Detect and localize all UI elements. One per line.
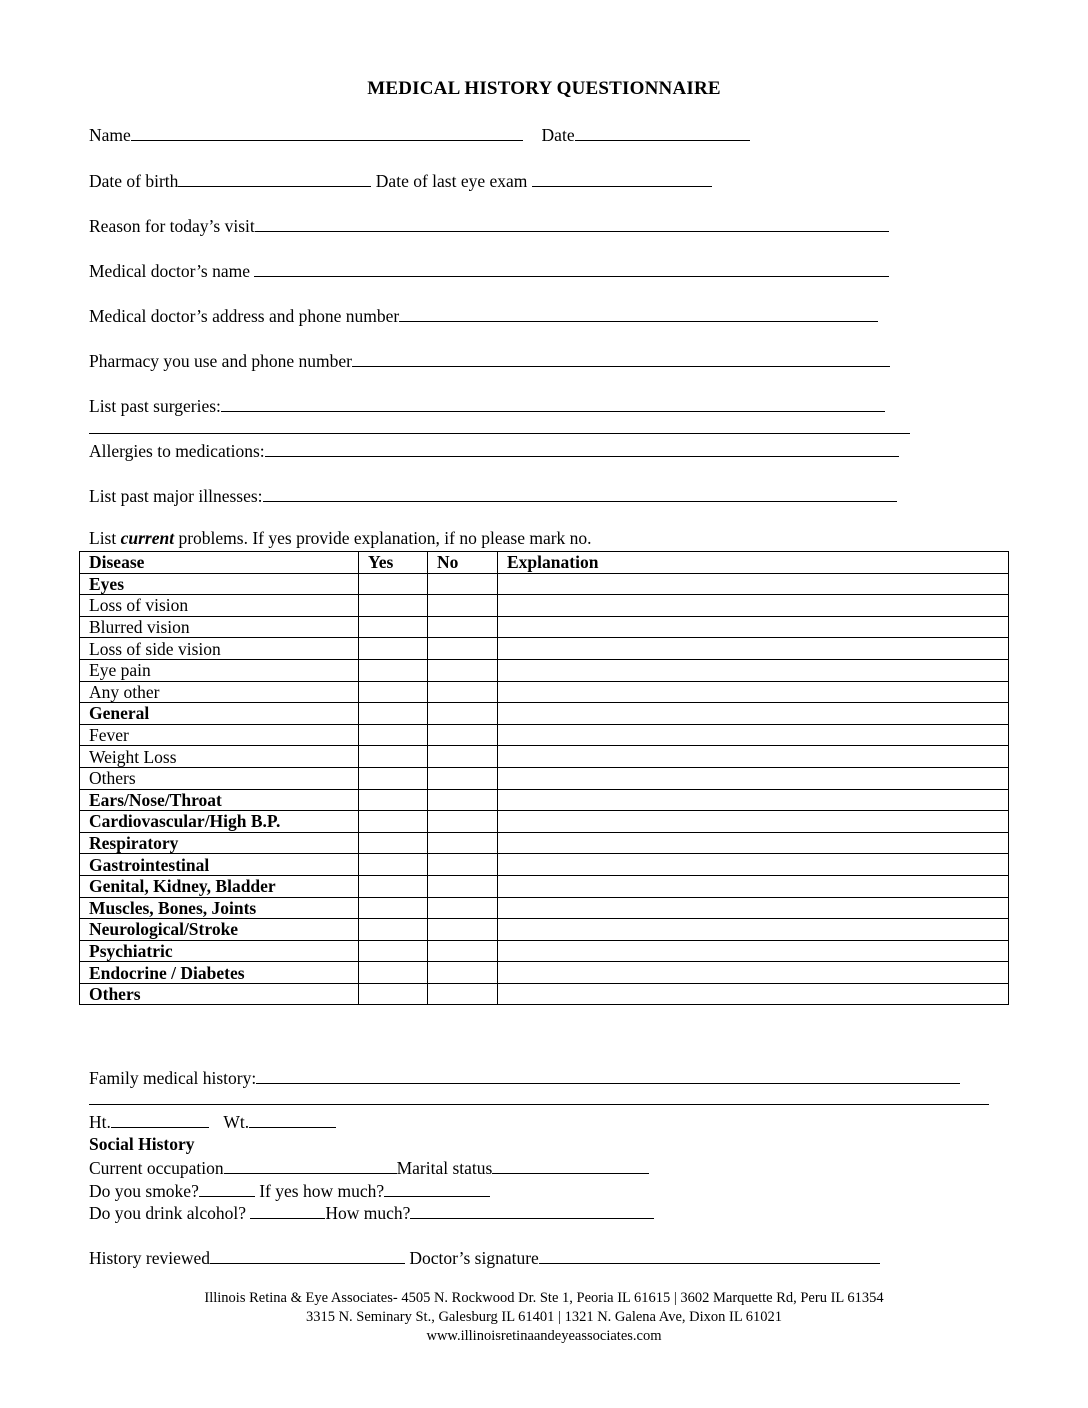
doctor-signature-label: Doctor’s signature: [409, 1248, 539, 1268]
name-date-row: [89, 123, 750, 147]
no-cell[interactable]: [428, 919, 498, 941]
doctor-address-label: Medical doctor’s address and phone number: [89, 306, 400, 326]
smoke-amount-label: If yes how much?: [259, 1181, 385, 1201]
condition-label: Genital, Kidney, Bladder: [80, 875, 359, 897]
explanation-cell[interactable]: [498, 940, 1009, 962]
yes-cell[interactable]: [359, 811, 428, 833]
header-yes: Yes: [359, 552, 428, 574]
alcohol-amount-label: How much?: [325, 1203, 411, 1223]
table-row: [80, 767, 1009, 789]
alcohol-field[interactable]: [250, 1201, 325, 1219]
signoff-row: [89, 1246, 880, 1269]
yes-cell[interactable]: [359, 681, 428, 703]
no-cell[interactable]: [428, 595, 498, 617]
explanation-cell[interactable]: [498, 789, 1009, 811]
yes-cell[interactable]: [359, 746, 428, 768]
yes-cell[interactable]: [359, 659, 428, 681]
footer-address-line-1: Illinois Retina & Eye Associates- 4505 N. Rockwood Dr. Ste 1, Peoria IL 61615 | 3602 Marquette Rd, Peru IL 61354: [204, 1290, 884, 1306]
yes-cell[interactable]: [359, 638, 428, 660]
doctor-signature-field[interactable]: [539, 1246, 880, 1264]
yes-cell[interactable]: [359, 595, 428, 617]
table-row: [80, 616, 1009, 638]
footer: [0, 1289, 1088, 1346]
condition-label: Muscles, Bones, Joints: [80, 897, 359, 919]
yes-cell[interactable]: [359, 703, 428, 725]
no-cell[interactable]: [428, 897, 498, 919]
explanation-cell[interactable]: [498, 616, 1009, 638]
pharmacy-row: [89, 349, 890, 373]
condition-label: Neurological/Stroke: [80, 919, 359, 941]
family-history-label: Family medical history:: [89, 1068, 257, 1088]
pharmacy-label: Pharmacy you use and phone number: [89, 351, 352, 371]
table-row: [80, 811, 1009, 833]
condition-label: Endocrine / Diabetes: [80, 962, 359, 984]
no-cell[interactable]: [428, 811, 498, 833]
condition-label: Fever: [80, 724, 359, 746]
social-history-heading: [89, 1133, 194, 1155]
explanation-cell[interactable]: [498, 724, 1009, 746]
explanation-cell[interactable]: [498, 854, 1009, 876]
condition-label: Gastrointestinal: [80, 854, 359, 876]
explanation-cell[interactable]: [498, 897, 1009, 919]
explanation-cell[interactable]: [498, 595, 1009, 617]
family-history-field[interactable]: [256, 1066, 960, 1084]
current-problems-table: [79, 551, 1009, 1005]
table-row: [80, 897, 1009, 919]
smoke-row: [89, 1179, 490, 1202]
yes-cell[interactable]: [359, 832, 428, 854]
explanation-cell[interactable]: [498, 983, 1009, 1005]
yes-cell[interactable]: [359, 616, 428, 638]
no-cell[interactable]: [428, 875, 498, 897]
yes-cell[interactable]: [359, 897, 428, 919]
condition-label: Psychiatric: [80, 940, 359, 962]
family-history-extra-line[interactable]: [89, 1104, 989, 1105]
table-row: [80, 638, 1009, 660]
yes-cell[interactable]: [359, 573, 428, 595]
condition-label: Blurred vision: [80, 616, 359, 638]
condition-label: Cardiovascular/High B.P.: [80, 811, 359, 833]
condition-label: Others: [80, 767, 359, 789]
intro-text-end: problems. If yes provide explanation, if no please mark no.: [174, 528, 592, 548]
marital-field[interactable]: [492, 1156, 649, 1174]
alcohol-amount-field[interactable]: [410, 1201, 654, 1219]
yes-cell[interactable]: [359, 962, 428, 984]
explanation-cell[interactable]: [498, 832, 1009, 854]
no-cell[interactable]: [428, 854, 498, 876]
history-reviewed-label: History reviewed: [89, 1248, 211, 1268]
table-row: [80, 681, 1009, 703]
explanation-cell[interactable]: [498, 681, 1009, 703]
smoke-field[interactable]: [199, 1179, 255, 1197]
no-cell[interactable]: [428, 983, 498, 1005]
explanation-cell[interactable]: [498, 767, 1009, 789]
table-row: [80, 595, 1009, 617]
history-reviewed-field[interactable]: [210, 1246, 405, 1264]
illnesses-field[interactable]: [263, 484, 897, 502]
condition-label: Any other: [80, 681, 359, 703]
date-field[interactable]: [575, 123, 750, 141]
table-row: [80, 940, 1009, 962]
table-row: [80, 703, 1009, 725]
no-cell[interactable]: [428, 962, 498, 984]
dob-row: [89, 169, 712, 193]
surgeries-extra-line[interactable]: [89, 433, 910, 434]
table-row: [80, 724, 1009, 746]
name-label: Name: [89, 125, 131, 145]
condition-label: General: [80, 703, 359, 725]
occupation-field[interactable]: [224, 1156, 397, 1174]
dob-field[interactable]: [178, 169, 371, 187]
explanation-cell[interactable]: [498, 875, 1009, 897]
no-cell[interactable]: [428, 659, 498, 681]
intro-emphasis: current: [120, 528, 175, 548]
allergies-row: [89, 439, 899, 463]
yes-cell[interactable]: [359, 767, 428, 789]
no-cell[interactable]: [428, 681, 498, 703]
condition-label: Ears/Nose/Throat: [80, 789, 359, 811]
no-cell[interactable]: [428, 573, 498, 595]
pharmacy-field[interactable]: [352, 349, 890, 367]
explanation-cell[interactable]: [498, 919, 1009, 941]
condition-label: Weight Loss: [80, 746, 359, 768]
table-header-row: [80, 552, 1009, 574]
occupation-row: [89, 1156, 649, 1179]
table-row: [80, 962, 1009, 984]
surgeries-label: List past surgeries:: [89, 396, 221, 416]
current-problems-instructions: [89, 528, 592, 549]
no-cell[interactable]: [428, 746, 498, 768]
explanation-cell[interactable]: [498, 962, 1009, 984]
condition-label: Loss of vision: [80, 595, 359, 617]
doctor-name-field[interactable]: [254, 259, 889, 277]
yes-cell[interactable]: [359, 940, 428, 962]
table-row: [80, 832, 1009, 854]
last-eye-exam-field[interactable]: [532, 169, 712, 187]
reason-label: Reason for today’s visit: [89, 216, 255, 236]
no-cell[interactable]: [428, 638, 498, 660]
yes-cell[interactable]: [359, 854, 428, 876]
height-label: Ht.: [89, 1112, 111, 1132]
smoke-amount-field[interactable]: [384, 1179, 490, 1197]
page-title: MEDICAL HISTORY QUESTIONNAIRE: [367, 78, 721, 99]
illnesses-label: List past major illnesses:: [89, 486, 263, 506]
footer-website: www.illinoisretinaandeyeassociates.com: [426, 1328, 662, 1344]
no-cell[interactable]: [428, 703, 498, 725]
condition-label: Loss of side vision: [80, 638, 359, 660]
condition-label: Respiratory: [80, 832, 359, 854]
doctor-name-label: Medical doctor’s name: [89, 261, 251, 281]
reason-row: [89, 214, 889, 238]
alcohol-row: [89, 1201, 654, 1224]
family-history-row: [89, 1066, 960, 1090]
allergies-field[interactable]: [265, 439, 899, 457]
no-cell[interactable]: [428, 789, 498, 811]
no-cell[interactable]: [428, 767, 498, 789]
yes-cell[interactable]: [359, 724, 428, 746]
condition-label: Others: [80, 983, 359, 1005]
doctor-name-row: [89, 259, 889, 283]
weight-field[interactable]: [249, 1110, 336, 1128]
yes-cell[interactable]: [359, 875, 428, 897]
footer-address-line-2: 3315 N. Seminary St., Galesburg IL 61401 | 1321 N. Galena Ave, Dixon IL 61021: [305, 1309, 783, 1325]
yes-cell[interactable]: [359, 919, 428, 941]
no-cell[interactable]: [428, 940, 498, 962]
no-cell[interactable]: [428, 832, 498, 854]
explanation-cell[interactable]: [498, 746, 1009, 768]
table-row: [80, 573, 1009, 595]
explanation-cell[interactable]: [498, 703, 1009, 725]
explanation-cell[interactable]: [498, 638, 1009, 660]
social-history-title: Social History: [89, 1134, 195, 1154]
explanation-cell[interactable]: [498, 659, 1009, 681]
intro-text-start: List: [89, 528, 121, 548]
alcohol-label: Do you drink alcohol?: [89, 1203, 246, 1223]
header-disease: Disease: [80, 552, 359, 574]
height-field[interactable]: [111, 1110, 209, 1128]
occupation-label: Current occupation: [89, 1158, 224, 1178]
table-row: [80, 919, 1009, 941]
illnesses-row: [89, 484, 897, 508]
explanation-cell[interactable]: [498, 573, 1009, 595]
condition-label: Eyes: [80, 573, 359, 595]
height-weight-row: [89, 1110, 336, 1133]
doctor-address-field[interactable]: [399, 304, 878, 322]
table-row: [80, 875, 1009, 897]
no-cell[interactable]: [428, 616, 498, 638]
table-row: [80, 983, 1009, 1005]
table-row: [80, 659, 1009, 681]
weight-label: Wt.: [223, 1112, 250, 1132]
condition-label: Eye pain: [80, 659, 359, 681]
allergies-label: Allergies to medications:: [89, 441, 265, 461]
header-explanation: Explanation: [498, 552, 1009, 574]
reason-field[interactable]: [255, 214, 889, 232]
table-row: [80, 746, 1009, 768]
yes-cell[interactable]: [359, 983, 428, 1005]
dob-label: Date of birth: [89, 171, 179, 191]
doctor-address-row: [89, 304, 878, 328]
last-eye-exam-label: Date of last eye exam: [375, 171, 528, 191]
table-row: [80, 854, 1009, 876]
surgeries-field[interactable]: [221, 394, 885, 412]
marital-label: Marital status: [396, 1158, 493, 1178]
no-cell[interactable]: [428, 724, 498, 746]
table-row: [80, 789, 1009, 811]
date-label: Date: [541, 125, 575, 145]
surgeries-row: [89, 394, 885, 418]
smoke-label: Do you smoke?: [89, 1181, 199, 1201]
explanation-cell[interactable]: [498, 811, 1009, 833]
name-field[interactable]: [131, 123, 523, 141]
yes-cell[interactable]: [359, 789, 428, 811]
header-no: No: [428, 552, 498, 574]
